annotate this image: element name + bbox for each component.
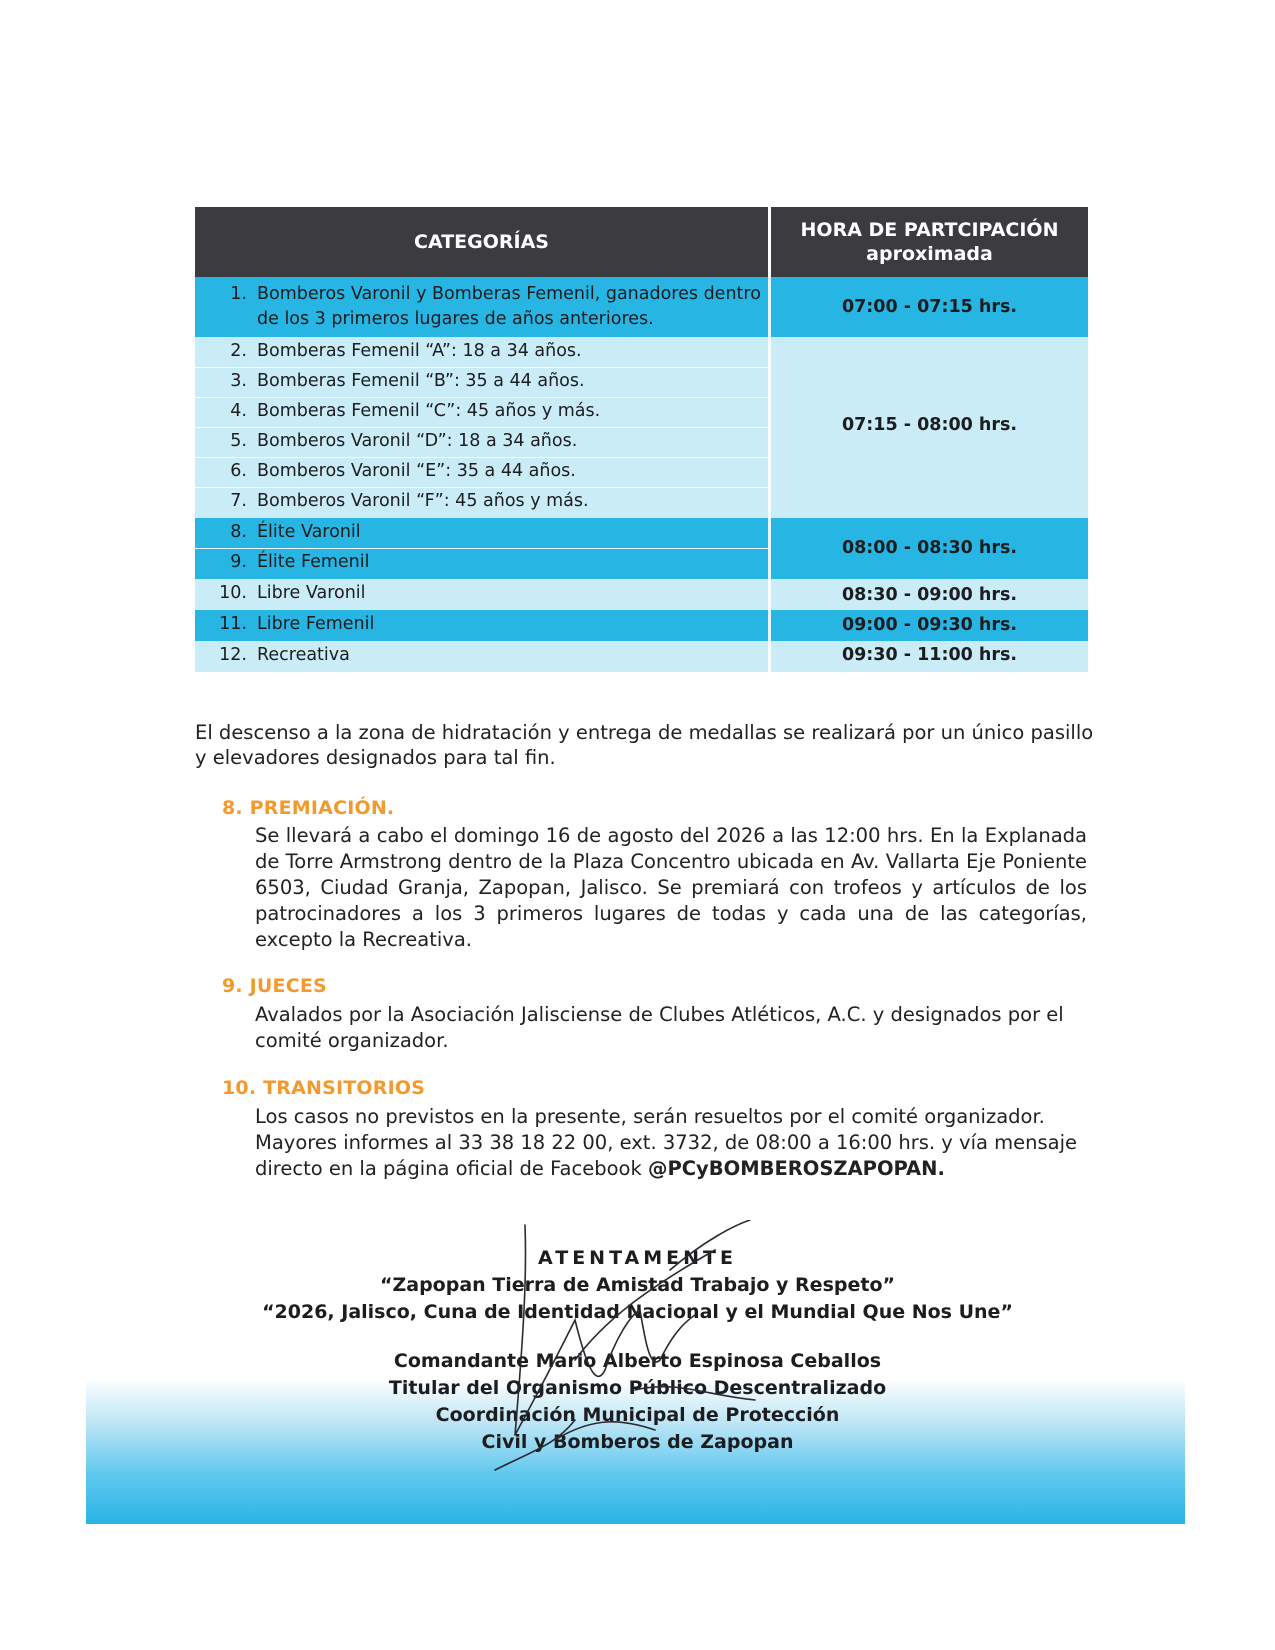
row-category: Élite Varonil [257, 522, 361, 542]
row-number: 5. [230, 431, 247, 451]
header-categories: CATEGORÍAS [195, 207, 771, 277]
table-row [213, 459, 763, 484]
section-body-premiacion: Se llevará a cabo el domingo 16 de agosto del 2026 a las 12:00 hrs. En la Explanada de Torre Armstrong dentro de la Plaza Concentro ubicada en Av. Vallarta Eje Poniente 6503, Ciudad Granja, Zapopan, Jalisco. Se premiará con trofeos y artículos de los patrocinadores a los 3 primeros lugares de todas y cada una de las categorías, excepto la Recreativa. [255, 824, 1087, 951]
time-cell: 08:30 - 09:00 hrs. [841, 585, 1018, 605]
row-category: Libre Varonil [257, 583, 366, 603]
row-separator [195, 548, 768, 549]
transitorios-text: Los casos no previstos en la presente, serán resueltos por el comité organizador. Mayores informes al 33 38 18 22 00, ext. 3732, de 08:00 a 16:00 hrs. y vía mensaje directo en la página oficial de Facebook [255, 1105, 1078, 1180]
signer-name: Comandante Mario Alberto Espinosa Ceballos [393, 1350, 882, 1372]
row-category: Bomberas Femenil “B”: 35 a 44 años. [257, 371, 585, 391]
time-cell: 08:00 - 08:30 hrs. [841, 538, 1018, 558]
row-number: 2. [230, 341, 247, 361]
table-row [213, 612, 763, 637]
table-row [213, 643, 763, 668]
facebook-handle: @PCyBOMBEROSZAPOPAN. [647, 1157, 945, 1180]
time-cell: 09:30 - 11:00 hrs. [841, 645, 1018, 665]
row-category: Bomberos Varonil “E”: 35 a 44 años. [257, 461, 576, 481]
schedule-table [195, 207, 1088, 672]
row-number: 3. [230, 371, 247, 391]
signer-role-3: Civil y Bomberos de Zapopan [481, 1431, 794, 1453]
row-category: Bomberos Varonil “D”: 18 a 34 años. [257, 431, 578, 451]
row-number: 6. [230, 461, 247, 481]
row-separator [195, 487, 768, 488]
table-row [213, 399, 763, 424]
signer-role-2: Coordinación Municipal de Protección [435, 1404, 840, 1426]
section-title-transitorios: 10. TRANSITORIOS [222, 1077, 426, 1099]
row-category: Bomberos Varonil y Bomberas Femenil, ganadores dentro de los 3 primeros lugares de años anteriores. [257, 284, 761, 329]
time-cell: 07:15 - 08:00 hrs. [841, 415, 1018, 435]
row-separator [195, 397, 768, 398]
time-cell: 09:00 - 09:30 hrs. [841, 615, 1018, 635]
table-row [213, 550, 763, 575]
column-divider [768, 277, 771, 672]
table-row [213, 369, 763, 394]
row-number: 10. [219, 583, 247, 603]
row-number: 9. [230, 552, 247, 572]
section-title-jueces: 9. JUECES [222, 975, 327, 997]
row-number: 1. [230, 284, 247, 304]
table-row [213, 489, 763, 514]
signer-role-1: Titular del Organismo Público Descentralizado [388, 1377, 887, 1399]
table-row [213, 520, 763, 545]
time-cell: 07:00 - 07:15 hrs. [841, 297, 1018, 317]
row-category: Libre Femenil [257, 614, 375, 634]
row-category: Élite Femenil [257, 552, 370, 572]
table-row [213, 282, 763, 332]
row-category: Bomberos Varonil “F”: 45 años y más. [257, 491, 589, 511]
row-category: Bomberas Femenil “C”: 45 años y más. [257, 401, 601, 421]
row-separator [195, 367, 768, 368]
table-row [213, 581, 763, 606]
section-body-transitorios [255, 1104, 1087, 1182]
table-header [195, 207, 1088, 277]
header-time-line2: aproximada [866, 243, 993, 265]
motto-1: “Zapopan Tierra de Amistad Trabajo y Respeto” [380, 1274, 895, 1296]
row-number: 4. [230, 401, 247, 421]
row-number: 12. [219, 645, 247, 665]
header-time-line1: HORA DE PARTCIPACIÓN [800, 219, 1059, 241]
row-separator [195, 427, 768, 428]
table-body [195, 277, 1088, 672]
closing-text: ATENTAMENTE [538, 1247, 737, 1269]
header-time [771, 207, 1088, 277]
row-category: Bomberas Femenil “A”: 18 a 34 años. [257, 341, 582, 361]
section-title-premiacion: 8. PREMIACIÓN. [222, 797, 395, 819]
section-body-jueces: Avalados por la Asociación Jalisciense de Clubes Atléticos, A.C. y designados por el comité organizador. [255, 1003, 1064, 1052]
table-row [213, 429, 763, 454]
row-category: Recreativa [257, 645, 350, 665]
intro-paragraph: El descenso a la zona de hidratación y entrega de medallas se realizará por un único pasillo y elevadores designados para tal fin. [195, 721, 1094, 769]
row-number: 7. [230, 491, 247, 511]
row-number: 8. [230, 522, 247, 542]
row-separator [195, 457, 768, 458]
handwritten-signature-icon [455, 1220, 815, 1480]
table-row [213, 339, 763, 364]
row-number: 11. [219, 614, 247, 634]
motto-2: “2026, Jalisco, Cuna de Identidad Nacional y el Mundial Que Nos Une” [262, 1301, 1013, 1323]
